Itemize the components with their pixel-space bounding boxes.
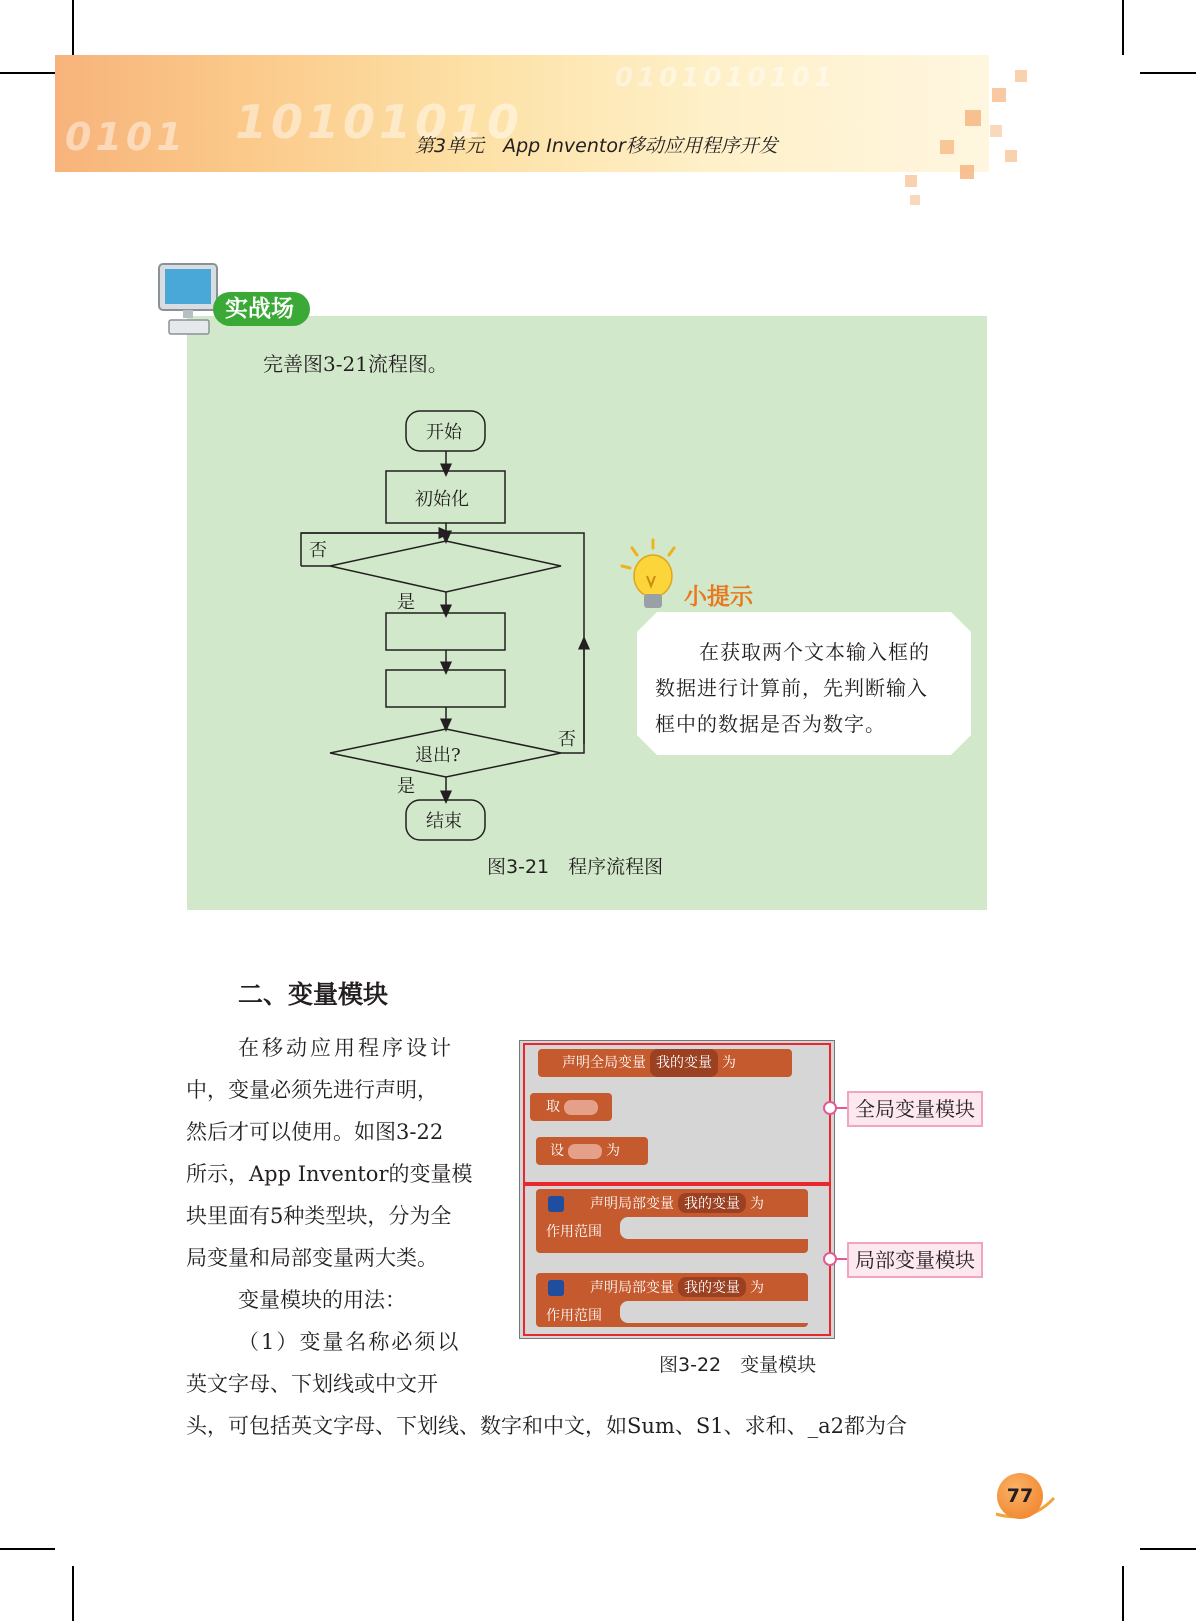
lightbulb-icon xyxy=(620,538,686,624)
set-variable-block[interactable] xyxy=(536,1137,648,1165)
body-line: 所示，App Inventor的变量模 xyxy=(186,1162,473,1186)
block-text: 作用范围 xyxy=(546,1224,602,1240)
tip-line: 框中的数据是否为数字。 xyxy=(655,712,886,736)
body-line: 变量模块的用法： xyxy=(238,1288,406,1312)
block-text: 为 xyxy=(606,1143,620,1159)
crop-mark xyxy=(0,1548,55,1550)
binary-decoration: 0101 xyxy=(65,115,187,159)
body-line: 局变量和局部变量两大类。 xyxy=(186,1246,438,1270)
figure-caption: 图3-22 变量模块 xyxy=(659,1354,817,1376)
flowchart-init-label: 初始化 xyxy=(415,489,469,510)
variable-name-slot[interactable]: 我的变量 xyxy=(678,1277,746,1297)
variable-name-slot[interactable]: 我的变量 xyxy=(678,1193,746,1213)
body-line: 在移动应用程序设计 xyxy=(238,1036,454,1060)
block-text: 为 xyxy=(722,1055,736,1071)
connector-dot xyxy=(823,1101,837,1115)
binary-decoration: 0101010101 xyxy=(615,63,836,93)
tip-line: 在获取两个文本输入框的 xyxy=(699,640,930,664)
scope-slot[interactable] xyxy=(620,1301,808,1323)
flowchart-no-label: 否 xyxy=(558,729,576,750)
mutator-icon[interactable] xyxy=(548,1280,564,1296)
mutator-icon[interactable] xyxy=(548,1196,564,1212)
block-text: 为 xyxy=(750,1196,764,1212)
block-text: 声明局部变量 xyxy=(590,1280,674,1296)
block-text: 取 xyxy=(546,1099,560,1115)
page-number: 77 xyxy=(997,1473,1043,1519)
block-text: 作用范围 xyxy=(546,1308,602,1324)
flowchart-end-label: 结束 xyxy=(426,811,462,832)
crop-mark xyxy=(72,1566,74,1621)
section-title: 二、变量模块 xyxy=(238,980,389,1009)
block-header xyxy=(590,1193,764,1213)
body-line: 块里面有5种类型块，分为全 xyxy=(186,1204,452,1228)
declare-local-variable-block[interactable] xyxy=(536,1189,808,1253)
body-line: 英文字母、下划线或中文开 xyxy=(186,1372,438,1396)
block-header xyxy=(590,1277,764,1297)
connector-dot xyxy=(823,1252,837,1266)
flowchart-process-1 xyxy=(386,613,505,650)
variable-name-slot[interactable]: 我的变量 xyxy=(650,1049,718,1077)
body-line: 头，可包括英文字母、下划线、数字和中文，如Sum、S1、求和、_a2都为合 xyxy=(186,1414,907,1438)
variable-dropdown[interactable] xyxy=(564,1100,598,1115)
local-variable-label: 局部变量模块 xyxy=(847,1242,983,1278)
flowchart-decision-1 xyxy=(330,541,561,592)
tip-text xyxy=(655,634,959,742)
binary-decoration: 10101010 xyxy=(235,95,524,149)
flowchart-process-2 xyxy=(386,670,505,707)
flowchart-exit-label: 退出? xyxy=(415,745,461,766)
body-line: （1）变量名称必须以 xyxy=(238,1330,461,1354)
global-variable-label: 全局变量模块 xyxy=(847,1091,983,1127)
flowchart-yes-label: 是 xyxy=(397,776,415,797)
unit-title: 第3单元 App Inventor移动应用程序开发 xyxy=(415,135,778,157)
scope-slot[interactable] xyxy=(620,1217,808,1239)
block-text: 为 xyxy=(750,1280,764,1296)
declare-global-variable-block[interactable] xyxy=(538,1049,792,1077)
declare-local-variable-block[interactable] xyxy=(536,1273,808,1327)
block-text: 设 xyxy=(550,1143,564,1159)
flowchart-start-label: 开始 xyxy=(426,422,462,443)
tip-line: 数据进行计算前，先判断输入 xyxy=(655,676,928,700)
flowchart-no-label: 否 xyxy=(309,540,327,561)
crop-mark xyxy=(1122,1566,1124,1621)
practice-badge: 实战场 xyxy=(213,292,310,326)
block-text: 声明全局变量 xyxy=(562,1055,646,1071)
practice-prompt: 完善图3-21流程图。 xyxy=(263,352,448,376)
variable-dropdown[interactable] xyxy=(568,1144,602,1159)
tip-title: 小提示 xyxy=(684,584,753,610)
body-line: 中，变量必须先进行声明， xyxy=(186,1078,438,1102)
flowchart-yes-label: 是 xyxy=(397,592,415,613)
get-variable-block[interactable] xyxy=(530,1093,612,1121)
figure-caption: 图3-21 程序流程图 xyxy=(487,856,664,878)
block-text: 声明局部变量 xyxy=(590,1196,674,1212)
variable-blocks-figure xyxy=(519,1040,835,1339)
crop-mark xyxy=(1140,1548,1196,1550)
body-line: 然后才可以使用。如图3-22 xyxy=(186,1120,444,1144)
